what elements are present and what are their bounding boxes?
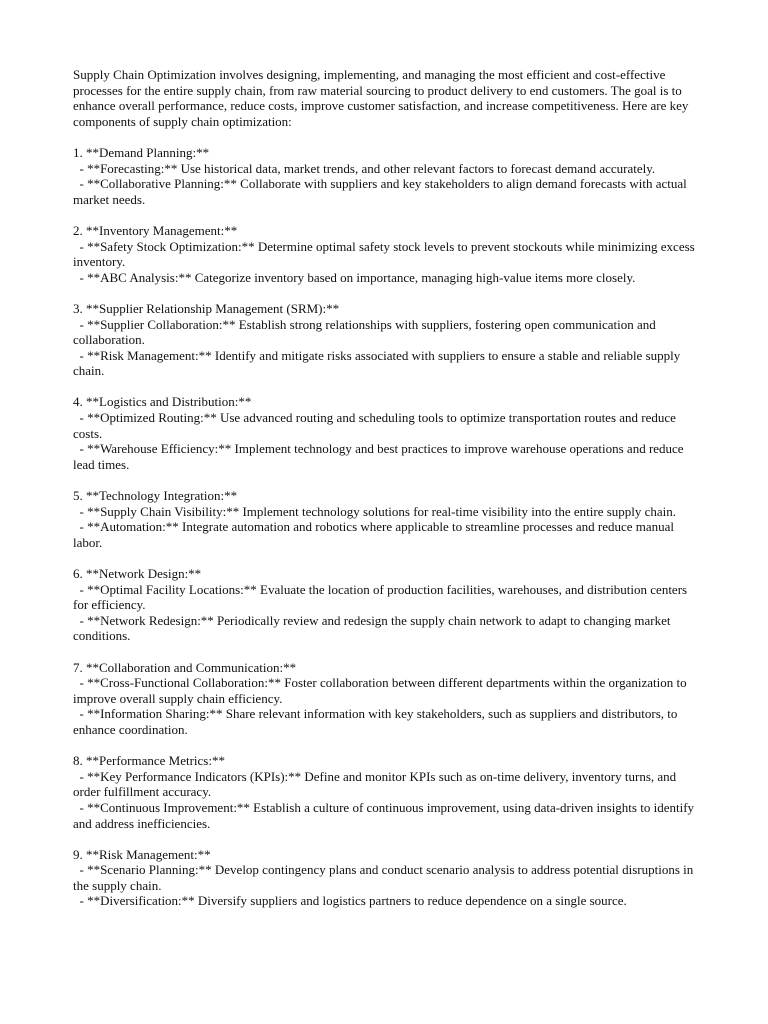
list-item: - **Forecasting:** Use historical data, market trends, and other relevant factors to forecast demand accurately.: [73, 160, 656, 176]
list-item: - **Automation:** Integrate automation and robotics where applicable to streamline processes and reduce manual labor.: [73, 519, 678, 550]
list-item: - **Scenario Planning:** Develop contingency plans and conduct scenario analysis to address potential disruptions in the supply chain.: [73, 862, 697, 893]
section-inventory-management: [73, 223, 703, 285]
list-item: - **Information Sharing:** Share relevant information with key stakeholders, such as suppliers and distributors, to enhance coordination.: [73, 706, 681, 737]
list-item: - **Optimized Routing:** Use advanced routing and scheduling tools to optimize transportation routes and reduce costs.: [73, 410, 680, 441]
section-title: 7. **Collaboration and Communication:**: [73, 659, 297, 675]
section-title: 1. **Demand Planning:**: [73, 144, 210, 160]
section-title: 9. **Risk Management:**: [73, 846, 211, 862]
list-item: - **Diversification:** Diversify suppliers and logistics partners to reduce dependence on a single source.: [73, 893, 627, 909]
list-item: - **Continuous Improvement:** Establish a culture of continuous improvement, using data-driven insights to identify and address inefficiencies.: [73, 799, 698, 831]
section-title: 6. **Network Design:**: [73, 566, 202, 581]
section-performance-metrics: [73, 753, 703, 831]
section-network-design: [73, 566, 703, 644]
section-title: 3. **Supplier Relationship Management (SRM):**: [73, 300, 340, 316]
list-item: - **Supply Chain Visibility:** Implement technology solutions for real-time visibility into the entire supply chain.: [73, 503, 677, 519]
list-item: - **Optimal Facility Locations:** Evaluate the location of production facilities, warehouses, and distribution centers for efficiency.: [73, 581, 691, 613]
section-technology-integration: [73, 488, 703, 550]
list-item: - **Supplier Collaboration:** Establish strong relationships with suppliers, fostering open communication and collaboration.: [73, 316, 660, 348]
section-collaboration-communication: [73, 660, 703, 738]
intro-paragraph: Supply Chain Optimization involves designing, implementing, and managing the most efficient and cost-effective processes for the entire supply chain, from raw material sourcing to product delivery to end customers. The goal is to enhance overall performance, reduce costs, improve customer satisfaction, and increase competitiveness. Here are key components of supply chain optimization:: [73, 67, 689, 129]
section-title: 4. **Logistics and Distribution:**: [73, 394, 252, 410]
list-item: - **Collaborative Planning:** Collaborate with suppliers and key stakeholders to align demand forecasts with actual market needs.: [73, 176, 690, 207]
section-title: 8. **Performance Metrics:**: [73, 753, 225, 769]
list-item: - **Risk Management:** Identify and mitigate risks associated with suppliers to ensure a stable and reliable supply chain.: [73, 347, 684, 379]
list-item: - **Cross-Functional Collaboration:** Foster collaboration between different departments within the organization to improve overall supply chain efficiency.: [73, 675, 690, 706]
section-title: 5. **Technology Integration:**: [73, 488, 238, 504]
section-title: 2. **Inventory Management:**: [73, 222, 238, 238]
list-item: - **Network Redesign:** Periodically review and redesign the supply chain network to adapt to changing market conditions.: [73, 612, 674, 644]
list-item: - **Safety Stock Optimization:** Determine optimal safety stock levels to prevent stockouts while minimizing excess inventory.: [73, 238, 698, 270]
section-logistics-distribution: [73, 394, 703, 472]
list-item: - **ABC Analysis:** Categorize inventory based on importance, managing high-value items more closely.: [73, 269, 636, 285]
document-page: [73, 67, 703, 909]
list-item: - **Warehouse Efficiency:** Implement technology and best practices to improve warehouse operations and reduce lead times.: [73, 441, 687, 472]
section-risk-management: [73, 847, 703, 909]
section-demand-planning: [73, 145, 703, 207]
section-supplier-relationship-management: [73, 301, 703, 379]
list-item: - **Key Performance Indicators (KPIs):** Define and monitor KPIs such as on-time delivery, inventory turns, and order fulfillment accuracy.: [73, 768, 680, 800]
